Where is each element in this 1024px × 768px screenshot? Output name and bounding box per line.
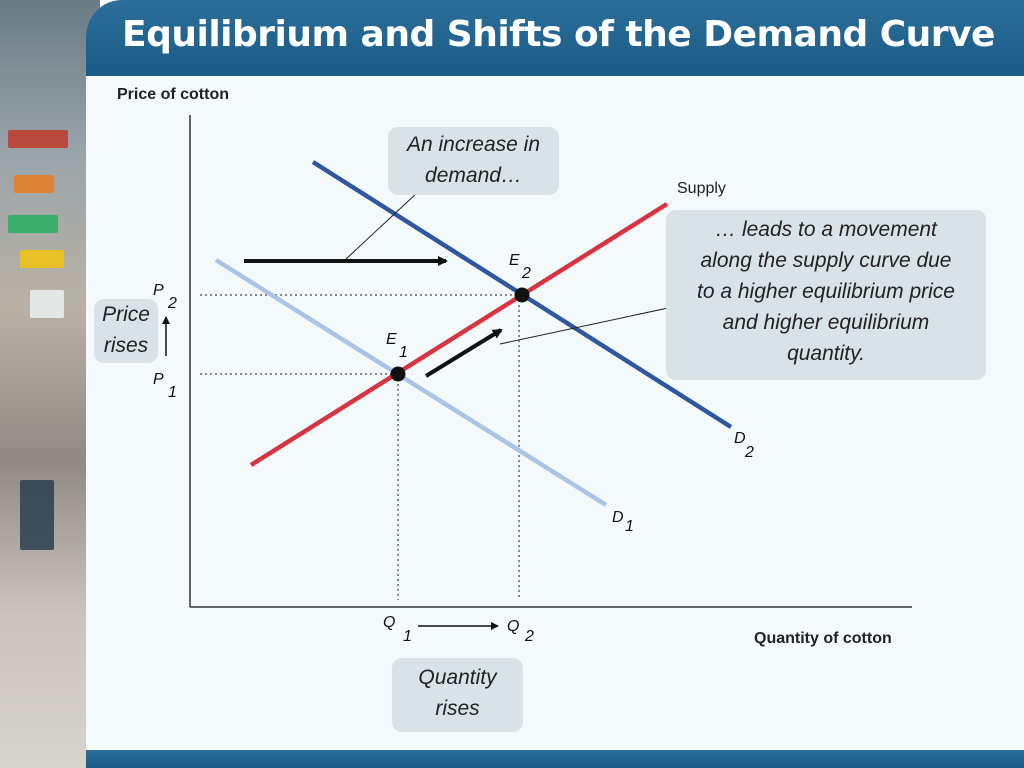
movement-along-supply-callout — [666, 210, 986, 380]
q1-label: Q — [383, 614, 396, 631]
increase-in-demand-callout — [388, 127, 559, 195]
y-axis-label: Price of cotton — [117, 86, 230, 103]
callout-line: and higher equilibrium — [722, 311, 930, 334]
supply-curve — [251, 204, 667, 465]
d1-subscript: 1 — [625, 518, 634, 535]
callout-line: Price — [102, 303, 150, 326]
e1-label: E — [386, 331, 397, 348]
callout-line: quantity. — [787, 342, 865, 365]
slide-title: Equilibrium and Shifts of the Demand Curve — [122, 14, 995, 55]
p2-label: P — [153, 282, 164, 299]
callout-connector — [346, 192, 418, 259]
p2-subscript: 2 — [168, 295, 177, 312]
callout-line: demand… — [425, 164, 522, 187]
callout-line: along the supply curve due — [700, 249, 952, 272]
movement-arrow-icon — [426, 330, 501, 376]
q1-subscript: 1 — [403, 628, 412, 645]
quantity-rises-callout — [392, 658, 523, 732]
price-rises-callout — [94, 299, 158, 363]
q2-subscript: 2 — [525, 628, 534, 645]
callout-line: Quantity — [418, 666, 497, 689]
q2-label: Q — [507, 618, 520, 635]
equilibrium-point-e1 — [391, 367, 406, 382]
x-axis-label: Quantity of cotton — [754, 630, 892, 647]
d2-label: D — [734, 430, 746, 447]
callout-line: rises — [103, 334, 149, 357]
d2-subscript: 2 — [745, 444, 754, 461]
p1-label: P — [153, 371, 164, 388]
callout-line: rises — [435, 697, 480, 720]
demand-curve-d1 — [216, 260, 606, 505]
d1-label: D — [612, 509, 624, 526]
e2-subscript: 2 — [522, 265, 531, 282]
e1-subscript: 1 — [399, 344, 408, 361]
callout-line: … leads to a movement — [715, 218, 937, 241]
callout-connector — [500, 308, 668, 344]
callout-line: An increase in — [406, 133, 541, 156]
e2-label: E — [509, 252, 520, 269]
callout-line: to a higher equilibrium price — [697, 280, 955, 303]
supply-label: Supply — [677, 180, 726, 197]
equilibrium-point-e2 — [515, 288, 530, 303]
p1-subscript: 1 — [168, 384, 177, 401]
